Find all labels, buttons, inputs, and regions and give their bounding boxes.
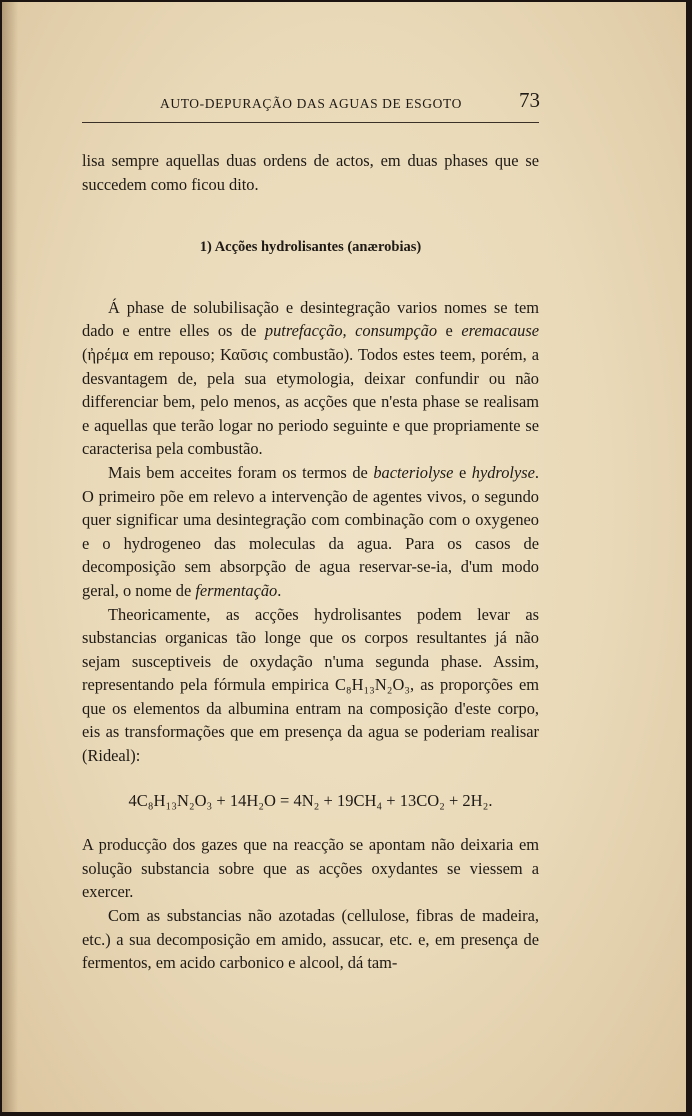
body-text [82,149,539,975]
page-header [80,88,540,118]
section-heading: 1) Acções hydrolisantes (anærobias) [199,239,422,256]
paragraph-4: Theoricamente, as acções hydrolisantes podem levar as substancias organicas tão longe que os corpos resultantes já não sejam susceptiveis de oxydação n'uma segunda phase. Assim, representando pela fórmula empirica C₈H₁₃N₂O₃, as proporções em que os elementos da albumina entram na composição d'este corpo, eis as transformações que em presença da agua se poderiam realisar (Rideal): [82,604,539,766]
paragraph-6: Com as substancias não azotadas (cellulose, fibras de madeira, etc.) a sua decomposição em amido, assucar, etc. e, em presença de fermentos, em acido carbonico e alcool, dá tam- [82,906,539,973]
paragraph-2-text-a: Á phase de solubilisação e desintegração varios nomes se tem dado e entre elles os de [82,297,539,341]
paragraph-2-term-putrefaccao: putrefacção, consumpção [264,321,438,341]
paragraph-2-text-c: (ἠρέμα em repouso; Καῦσις combustão). Todos estes teem, porém, a desvantagem de, pela sua etymologia, deixar confundir ou não differenciar bem, pelo menos, as acções que n'esta phase se realisam e aquellas que terão logar no periodo seguinte e que propriamente se caracterisa pela combustão. [82,344,539,459]
paragraph-3 [82,461,539,603]
paragraph-1: lisa sempre aquellas duas ordens de actos, em duas phases que se succedem como ficou dito. [82,151,539,194]
paragraph-3-term-bacteriolyse: bacteriolyse [373,462,454,482]
book-page [2,2,686,1112]
paragraph-3-text-b: e [453,462,472,482]
paragraph-2-term-eremacause: eremacause [461,321,539,341]
running-title: AUTO-DEPURAÇÃO DAS AGUAS DE ESGOTO [160,96,462,111]
paragraph-5: A producção dos gazes que na reacção se apontam não deixaria em solução substancia sobre que as acções oxydantes se viessem a exercer. [82,835,539,902]
chemical-formula: 4C₈H₁₃N₂O₃ + 14H₂O = 4N₂ + 19CH₄ + 13CO₂ + 2H₂. [128,790,493,810]
binding-shadow [2,2,18,1112]
page-number: 73 [519,88,540,112]
paragraph-2 [82,296,539,461]
paragraph-2-text-b: e [437,321,462,341]
paragraph-3-term-fermentacao: fermentação [195,580,278,600]
paragraph-3-text-a: Mais bem acceites foram os termos de [108,462,374,482]
paragraph-3-term-hydrolyse: hydrolyse [471,462,535,482]
header-rule [82,122,539,123]
paragraph-3-text-d: . [277,580,282,600]
paragraph-3-text-c: . O primeiro põe em relevo a intervenção de agentes vivos, o segundo quer significar uma desintegração com combinação com o oxygeneo e o hydrogeneo das moleculas da agua. Para os casos de decomposição sem absorpção de agua reservar-se-ia, d'um modo geral, o nome de [82,462,539,600]
